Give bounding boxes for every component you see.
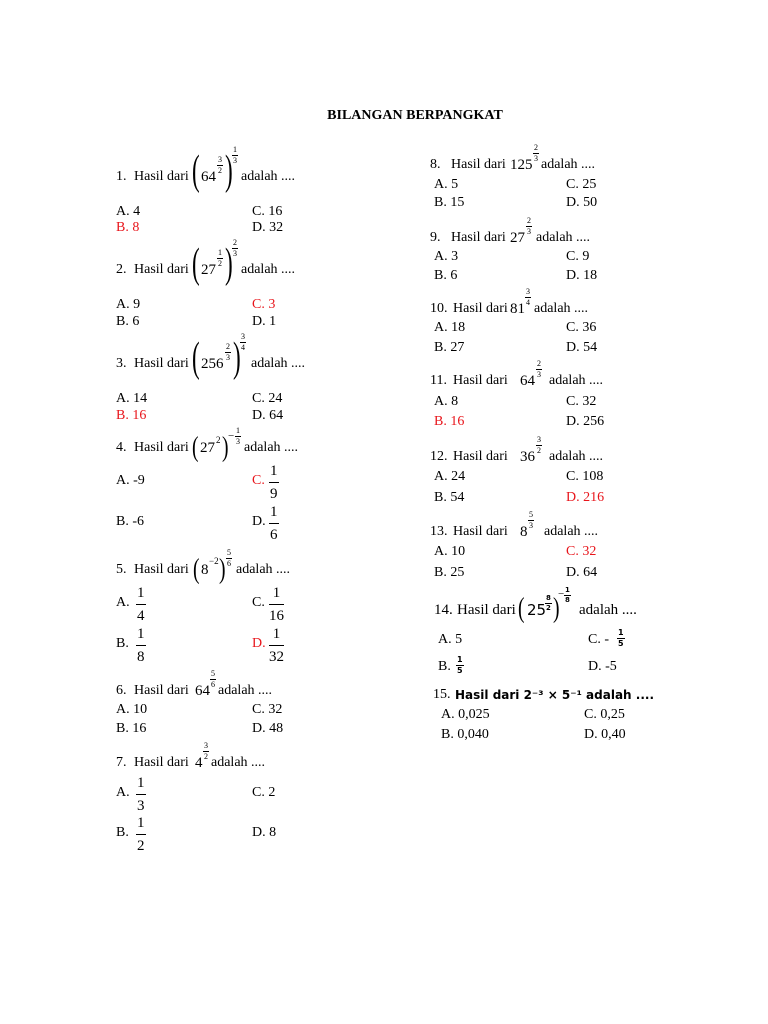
question-suffix: adalah .... [241, 169, 296, 184]
option-d-fraction: 1 32 [269, 626, 284, 665]
option-b[interactable]: B. 16 [116, 721, 147, 736]
option-b[interactable]: B. 27 [434, 340, 465, 355]
outer-exponent: 3 4 [241, 332, 245, 352]
question-prefix: Hasil dari [453, 373, 508, 388]
option-c[interactable]: C. [252, 595, 265, 610]
option-c-fraction: 1 9 [270, 463, 278, 502]
option-d-fraction: 1 6 [270, 504, 278, 543]
right-paren: ) [553, 593, 560, 624]
option-d[interactable]: D. 32 [252, 220, 284, 235]
option-b[interactable]: B. 6 [116, 314, 140, 329]
exponent: 2 3 [537, 359, 541, 379]
question-suffix: adalah .... [536, 230, 591, 245]
question-suffix: adalah .... [251, 356, 306, 371]
option-a[interactable]: A. 14 [116, 391, 148, 406]
option-a[interactable]: A. -9 [116, 473, 145, 488]
base: 27 [200, 440, 215, 456]
base: 8 [520, 524, 528, 540]
question-number: 4. [116, 440, 127, 455]
option-a[interactable]: A. 5 [438, 632, 463, 647]
outer-exponent: 5 6 [227, 548, 231, 568]
base: 256 [201, 356, 224, 372]
question-suffix: adalah .... [534, 301, 589, 316]
option-a[interactable]: A. [116, 595, 130, 610]
outer-exponent: 1 3 [236, 426, 240, 446]
right-paren: ) [222, 432, 229, 463]
option-d[interactable]: D. 8 [252, 825, 277, 840]
right-paren: ) [219, 554, 226, 585]
option-c-correct[interactable]: C. 32 [566, 544, 597, 559]
base: 8 [201, 562, 209, 578]
question-prefix: Hasil dari [453, 524, 508, 539]
option-c[interactable]: C. 32 [252, 702, 283, 717]
question-suffix: adalah .... [549, 373, 604, 388]
option-c[interactable]: C. 108 [566, 469, 604, 484]
question-number: 6. [116, 683, 127, 698]
option-a[interactable]: A. 10 [116, 702, 148, 717]
option-c[interactable]: C. 24 [252, 391, 283, 406]
exponent: 3 2 [537, 435, 541, 455]
option-d[interactable]: D. 0,40 [584, 727, 626, 742]
question-suffix: adalah .... [211, 755, 266, 770]
option-d[interactable]: D. 48 [252, 721, 284, 736]
option-d[interactable]: D. 64 [252, 408, 284, 423]
option-a[interactable]: A. 5 [434, 177, 459, 192]
exponent: 2 3 [534, 143, 538, 163]
question-suffix: adalah .... [541, 157, 596, 172]
question-suffix: adalah .... [544, 524, 599, 539]
base: 81 [510, 301, 525, 317]
left-paren: ( [193, 554, 200, 585]
exponent: 3 2 [204, 741, 208, 761]
option-d[interactable]: D. 1 [252, 314, 277, 329]
question-number: 5. [116, 562, 127, 577]
option-d-correct[interactable]: D. 216 [566, 490, 605, 505]
question-suffix: adalah .... [218, 683, 273, 698]
option-c[interactable]: C. 32 [566, 394, 597, 409]
option-c[interactable]: C. 16 [252, 204, 283, 219]
question-number: 7. [116, 755, 127, 770]
question-prefix: Hasil dari [457, 602, 516, 618]
question-prefix: Hasil dari [134, 262, 189, 277]
option-d[interactable]: D. 18 [566, 268, 598, 283]
right-paren: ) [225, 148, 233, 194]
option-a[interactable]: A. 4 [116, 204, 141, 219]
option-c[interactable]: C. - [588, 632, 609, 647]
question-prefix: Hasil dari [134, 562, 189, 577]
option-b-fraction: 1 2 [137, 815, 145, 854]
option-a[interactable]: A. 3 [434, 249, 459, 264]
question-number: 3. [116, 356, 127, 371]
left-paren: ( [192, 432, 199, 463]
left-paren: ( [192, 241, 200, 287]
question-prefix: Hasil dari [134, 440, 189, 455]
question-number: 9. [430, 230, 441, 245]
option-d[interactable]: D. 256 [566, 414, 605, 429]
option-c[interactable]: C. 25 [566, 177, 597, 192]
inner-exponent: 8 2 [546, 594, 551, 612]
option-b[interactable]: B. [438, 659, 451, 674]
question-prefix: Hasil dari [453, 449, 508, 464]
option-b-fraction: 1 5 [457, 655, 463, 675]
option-b[interactable]: B. 54 [434, 490, 465, 505]
option-b[interactable]: B. [116, 636, 129, 651]
option-c-fraction: 1 5 [618, 628, 624, 648]
option-a-fraction: 1 3 [137, 775, 145, 814]
base: 64 [195, 683, 210, 699]
base: 27 [201, 262, 216, 278]
inner-exponent: 2 3 [226, 342, 230, 362]
option-d-correct[interactable]: D. [252, 636, 266, 651]
option-b-fraction: 1 8 [137, 626, 145, 665]
option-a[interactable]: A. 18 [434, 320, 466, 335]
base: 25 [527, 601, 547, 619]
question-prefix: Hasil dari [134, 755, 189, 770]
option-a-fraction: 1 4 [137, 585, 145, 624]
left-paren: ( [192, 148, 200, 194]
inner-exponent: 1 2 [218, 248, 222, 268]
option-a[interactable]: A. 0,025 [441, 707, 490, 722]
option-b-correct[interactable]: B. 16 [434, 414, 465, 429]
base: 64 [201, 169, 216, 185]
question-suffix: adalah .... [579, 602, 637, 618]
page-title: BILANGAN BERPANGKAT [327, 108, 503, 123]
option-d[interactable]: D. 50 [566, 195, 598, 210]
question-prefix: Hasil dari [134, 356, 189, 371]
option-c-correct[interactable]: C. [252, 473, 265, 488]
question-number: 14. [434, 602, 453, 618]
option-b-correct[interactable]: B. 8 [116, 220, 140, 235]
option-d[interactable]: D. 64 [566, 565, 598, 580]
option-a[interactable]: A. 10 [434, 544, 466, 559]
question-prefix: Hasil dari [453, 301, 508, 316]
question-prefix: Hasil dari [134, 169, 189, 184]
option-a[interactable]: A. 8 [434, 394, 459, 409]
minus-sign: − [228, 430, 235, 442]
question-number: 15. [433, 687, 451, 702]
inner-exponent: 3 2 [218, 155, 222, 175]
question-number: 2. [116, 262, 127, 277]
right-paren: ) [233, 335, 241, 381]
outer-exponent: 2 3 [233, 238, 237, 258]
exponent: 3 4 [526, 287, 530, 307]
question-number: 1. [116, 169, 127, 184]
inner-exponent: 2 [216, 435, 221, 445]
exponent: 2 3 [527, 216, 531, 236]
option-b[interactable]: B. 25 [434, 565, 465, 580]
option-b[interactable]: B. -6 [116, 514, 144, 529]
exponent: 5 6 [211, 669, 215, 689]
base: 4 [195, 755, 203, 771]
question-suffix: adalah .... [236, 562, 291, 577]
option-a[interactable]: A. [116, 785, 130, 800]
question-number: 11. [430, 373, 447, 388]
question-suffix: adalah .... [549, 449, 604, 464]
question-prefix: Hasil dari [451, 157, 506, 172]
option-b[interactable]: B. 6 [434, 268, 458, 283]
option-b[interactable]: B. 0,040 [441, 727, 489, 742]
outer-exponent: 1 3 [233, 145, 237, 165]
option-c[interactable]: C. 2 [252, 785, 276, 800]
question-prefix: Hasil dari [134, 683, 189, 698]
option-c[interactable]: C. 0,25 [584, 707, 625, 722]
base: 36 [520, 449, 535, 465]
question-text: Hasil dari 2⁻³ × 5⁻¹ adalah .... [455, 688, 655, 702]
minus-sign: − [558, 588, 565, 600]
base: 27 [510, 230, 525, 246]
option-d[interactable]: D. [252, 514, 266, 529]
left-paren: ( [192, 335, 200, 381]
option-c-fraction: 1 16 [269, 585, 284, 624]
option-c[interactable]: C. 36 [566, 320, 597, 335]
exponent: 5 3 [529, 510, 533, 530]
question-prefix: Hasil dari [451, 230, 506, 245]
inner-exponent: −2 [209, 556, 219, 566]
base: 64 [520, 373, 535, 389]
left-paren: ( [518, 593, 525, 624]
base: 125 [510, 157, 533, 173]
option-c-correct[interactable]: C. 3 [252, 297, 276, 312]
outer-exponent: 1 8 [565, 586, 570, 604]
right-paren: ) [225, 241, 233, 287]
question-suffix: adalah .... [244, 440, 299, 455]
question-number: 13. [430, 524, 448, 539]
option-c[interactable]: C. 9 [566, 249, 590, 264]
option-a[interactable]: A. 9 [116, 297, 141, 312]
option-b-correct[interactable]: B. 16 [116, 408, 147, 423]
question-number: 8. [430, 157, 441, 172]
option-b[interactable]: B. 15 [434, 195, 465, 210]
question-number: 12. [430, 449, 448, 464]
option-d[interactable]: D. 54 [566, 340, 598, 355]
option-a[interactable]: A. 24 [434, 469, 466, 484]
question-suffix: adalah .... [241, 262, 296, 277]
question-number: 10. [430, 301, 448, 316]
option-b[interactable]: B. [116, 825, 129, 840]
option-d[interactable]: D. -5 [588, 659, 617, 674]
